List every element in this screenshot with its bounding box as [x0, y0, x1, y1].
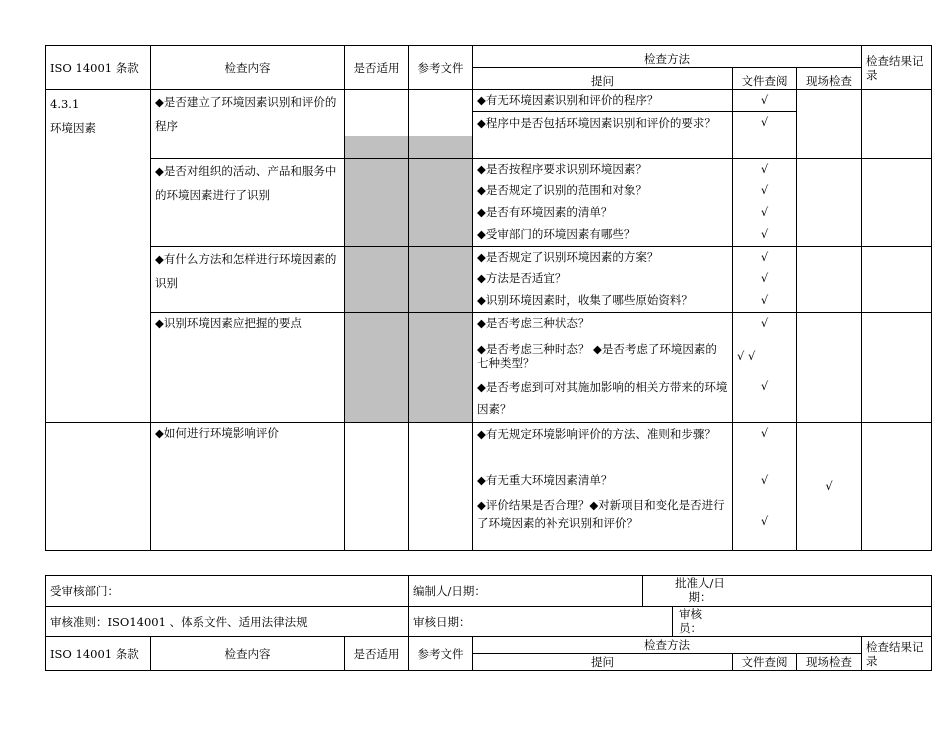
header-site-check: 现场检查	[797, 654, 862, 671]
clause-cell-continued	[46, 422, 151, 550]
question-item: ◆方法是否适宜？	[473, 268, 733, 290]
doc-check-mark: √	[733, 202, 797, 224]
site-check-cell	[797, 90, 862, 159]
doc-check-mark: √	[733, 268, 797, 290]
header-content: 检查内容	[151, 637, 345, 671]
doc-check-mark: √ √	[733, 336, 797, 376]
doc-check-mark: √	[733, 180, 797, 202]
question-item: ◆评价结果是否合理？◆对新项目和变化是否进行了环境因素的补充识别和评价？	[473, 492, 733, 550]
doc-check-mark: √	[733, 312, 797, 336]
approver-field	[643, 576, 932, 607]
question-item: ◆是否规定了识别的范围和对象？	[473, 180, 733, 202]
reference-cell	[409, 112, 473, 159]
header-method: 检查方法	[473, 637, 862, 654]
applicable-cell	[345, 90, 409, 112]
header-result: 检查结果记录	[862, 46, 932, 90]
question-item: ◆有无规定环境影响评价的方法、准则和步骤？	[473, 422, 733, 468]
header-doc-check: 文件查阅	[733, 68, 797, 90]
approver-label: 批准人/日期：	[675, 576, 725, 604]
doc-check-mark: √	[733, 246, 797, 268]
section-content: ◆是否建立了环境因素识别和评价的程序	[151, 90, 345, 159]
section-content: ◆有什么方法和怎样进行环境因素的识别	[151, 246, 345, 312]
auditor-label: 审核员：	[679, 607, 702, 635]
header-question: 提问	[473, 654, 733, 671]
header-doc-check: 文件查阅	[733, 654, 797, 671]
header-method: 检查方法	[473, 46, 862, 68]
question-item: ◆是否有环境因素的清单？	[473, 202, 733, 224]
applicable-cell	[345, 158, 409, 246]
doc-check-mark: √	[733, 422, 797, 468]
doc-check-mark: √	[733, 492, 797, 550]
question-item: ◆程序中是否包括环境因素识别和评价的要求？	[473, 112, 733, 159]
applicable-cell	[345, 312, 409, 422]
applicable-cell	[345, 422, 409, 550]
applicable-cell	[345, 246, 409, 312]
question-item: ◆识别环境因素时，收集了哪些原始资料？	[473, 290, 733, 312]
doc-check-mark: √	[733, 90, 797, 112]
header-site-check: 现场检查	[797, 68, 862, 90]
doc-check-mark: √	[733, 158, 797, 180]
audit-date-field: 审核日期：	[409, 607, 673, 637]
doc-check-mark: √	[733, 468, 797, 492]
doc-check-mark: √	[733, 376, 797, 422]
reference-cell	[409, 246, 473, 312]
audit-info-table	[45, 575, 932, 671]
question-item: ◆有无环境因素识别和评价的程序？	[473, 90, 733, 112]
header-content: 检查内容	[151, 46, 345, 90]
result-cell	[862, 90, 932, 159]
question-item: ◆有无重大环境因素清单？	[473, 468, 733, 492]
result-cell	[862, 422, 932, 550]
question-item: ◆是否考虑三种状态？	[473, 312, 733, 336]
reference-cell	[409, 312, 473, 422]
clause-cell	[46, 90, 151, 423]
header-applicable: 是否适用	[345, 46, 409, 90]
header-reference: 参考文件	[409, 637, 473, 671]
clause-name: 环境因素	[50, 121, 96, 135]
site-check-cell	[797, 312, 862, 422]
result-cell	[862, 312, 932, 422]
question-item: ◆是否规定了识别环境因素的方案？	[473, 246, 733, 268]
result-cell	[862, 246, 932, 312]
header-reference: 参考文件	[409, 46, 473, 90]
header-result: 检查结果记录	[862, 637, 932, 671]
criteria-field: 审核准则：ISO14001 、体系文件、适用法律法规	[46, 607, 409, 637]
section-content: ◆如何进行环境影响评价	[151, 422, 345, 550]
section-content: ◆是否对组织的活动、产品和服务中的环境因素进行了识别	[151, 158, 345, 246]
doc-check-mark: √	[733, 224, 797, 246]
reference-cell	[409, 158, 473, 246]
dept-field: 受审核部门：	[46, 576, 409, 607]
checklist-table	[45, 45, 932, 551]
header-clause: ISO 14001 条款	[46, 637, 151, 671]
question-item: ◆受审部门的环境因素有哪些？	[473, 224, 733, 246]
site-check-cell	[797, 158, 862, 246]
question-item: ◆是否按程序要求识别环境因素？	[473, 158, 733, 180]
question-item: ◆是否考虑到可对其施加影响的相关方带来的环境因素？	[473, 376, 733, 422]
header-applicable: 是否适用	[345, 637, 409, 671]
clause-number: 4.3.1	[50, 97, 80, 111]
doc-check-mark: √	[733, 290, 797, 312]
reference-cell	[409, 422, 473, 550]
reference-cell	[409, 90, 473, 112]
result-cell	[862, 158, 932, 246]
auditor-field	[673, 607, 932, 637]
section-content: ◆识别环境因素应把握的要点	[151, 312, 345, 422]
question-item: ◆是否考虑三种时态？ ◆是否考虑了环境因素的七种类型？	[473, 336, 733, 376]
header-clause: ISO 14001 条款	[46, 46, 151, 90]
doc-check-mark: √	[733, 112, 797, 159]
site-check-mark: √	[797, 422, 862, 550]
site-check-cell	[797, 246, 862, 312]
header-question: 提问	[473, 68, 733, 90]
applicable-cell	[345, 112, 409, 159]
editor-field: 编制人/日期：	[409, 576, 643, 607]
